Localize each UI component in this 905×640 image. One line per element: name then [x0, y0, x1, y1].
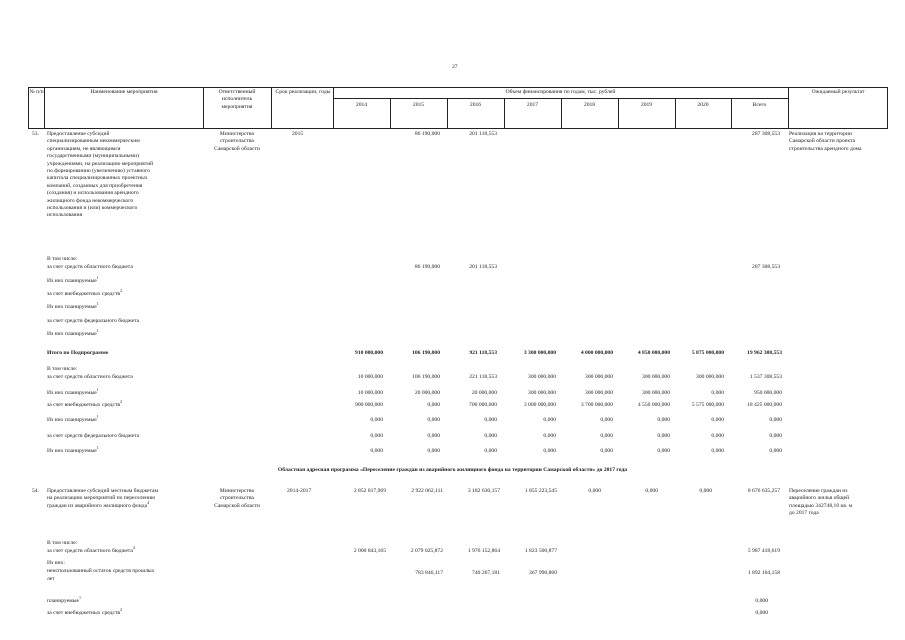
- row-54-name-line: граждан из аварийного жилищного фонда$^4$: [47, 499, 150, 509]
- row-53-name: [47, 131, 153, 220]
- itogo-row-value: 300 000,000: [642, 390, 670, 396]
- page-number: 27: [452, 64, 458, 70]
- itogo-row-value: 1 537 308,553: [749, 374, 782, 380]
- row-53-name-line: использования и (или) коммерческого: [47, 205, 138, 212]
- itogo-row-label-text: за счет внебюджетных средств: [47, 402, 121, 408]
- itogo-row-value: 0,000: [600, 417, 613, 423]
- row-54-name-line: Предоставление субсидий местным бюджетам: [47, 488, 159, 494]
- itogo-row-value: 300 000,000: [642, 374, 670, 380]
- itogo-row-value: 3 700 000,000: [580, 402, 613, 408]
- header-num: № п/п: [29, 89, 44, 95]
- row-54-name: [47, 488, 158, 510]
- row-53-result-line: Самарской области проекта: [789, 138, 855, 145]
- row-53-name-line: по формированию (увеличению) уставного: [47, 168, 150, 175]
- itogo-total: 19 962 308,553: [747, 350, 782, 356]
- row-53-num: 53.: [32, 131, 39, 137]
- row-53-result: [789, 131, 862, 153]
- row-54-sub2-2015: 783 846,117: [415, 570, 443, 576]
- row-54-sub-regional-2016: 1 976 152,864: [467, 548, 500, 554]
- row-54-sub-regional-2015: 2 079 025,872: [410, 548, 443, 554]
- row-54-name-line: на реализацию мероприятий по переселению: [47, 495, 156, 502]
- itogo-row-value: 0,000: [484, 433, 497, 439]
- header-responsible: Ответственный исполнитель мероприятия: [218, 89, 256, 110]
- row-53-sub-planned2: Из них планируемые$^1$: [47, 301, 99, 310]
- row-53-name-line: капитала специализированных проектных: [47, 175, 148, 182]
- row-53-responsible: [203, 131, 271, 153]
- row-54-resp-line: Самарской области: [214, 502, 260, 509]
- row-54-sub2-line2: лет: [47, 576, 55, 582]
- itogo-2018: 4 000 000,000: [580, 350, 613, 356]
- itogo-row-value: 0,000: [543, 417, 556, 423]
- row-54-sub2-2017: 367 990,860: [529, 570, 557, 576]
- row-54-responsible: [203, 488, 271, 510]
- row-54-sub2-title: Из них:: [47, 560, 65, 566]
- itogo-sub-title: В том числе:: [47, 366, 78, 372]
- row-54-2018: 0,000: [588, 488, 601, 494]
- row-54-sub3-label: планируемые: [47, 598, 79, 604]
- row-53-resp-line: Самарской области: [214, 145, 260, 152]
- itogo-row-value: 300 000,000: [585, 374, 613, 380]
- row-54-sub4-total: 0,000: [755, 610, 768, 616]
- header-result: Ожидаемый результат: [811, 89, 865, 95]
- itogo-row-label: за счет внебюджетных средств$^2$: [47, 399, 123, 408]
- header-term: Срок реализации, годы: [275, 89, 331, 95]
- year-2020: 2020: [697, 102, 709, 108]
- row-53-2015: 86 190,000: [414, 131, 440, 137]
- row-53-name-line: использования: [47, 212, 83, 219]
- itogo-row-label-text: за счет средств федерального бюджета: [47, 433, 140, 439]
- row-53-sub-planned-label: Из них планируемые: [47, 278, 97, 284]
- row-53-term: 2015: [292, 131, 304, 137]
- row-53-name-line: специализированным некоммерческим: [47, 138, 140, 145]
- row-54-2019: 0,000: [645, 488, 658, 494]
- itogo-row-value: 0,000: [711, 390, 724, 396]
- row-53-sub-title: В том числе:: [47, 256, 78, 262]
- itogo-row-value: 300 000,000: [696, 374, 724, 380]
- row-53-sub-regional: за счет средств областного бюджета: [47, 264, 133, 270]
- itogo-row-label: [47, 433, 139, 440]
- itogo-row-value: 10 000,000: [357, 390, 383, 396]
- row-53-name-line: жилищного фонда некоммерческого: [47, 197, 134, 204]
- itogo-row-value: 20 000,000: [471, 390, 497, 396]
- row-53-sub-planned: Из них планируемые$^1$: [47, 275, 99, 284]
- row-53-sub-extra-label: за счет внебюджетных средств: [47, 291, 121, 297]
- row-54-2014: 2 852 817,969: [353, 488, 386, 494]
- itogo-row-value: 221 118,553: [469, 374, 497, 380]
- row-53-name-line: Предоставление субсидий: [47, 131, 110, 137]
- row-53-name-line: организациям, не являющимся: [47, 145, 121, 152]
- row-54-sub-regional-label: за счет средств областного бюджета: [47, 548, 133, 554]
- row-54-2020: 0,000: [699, 488, 712, 494]
- itogo-row-value: 0,000: [427, 448, 440, 454]
- year-2014: 2014: [355, 102, 368, 108]
- row-53-sub-regional-total: 287 308,553: [752, 264, 780, 270]
- row-53-sub-regional-2016: 201 118,553: [469, 264, 497, 270]
- itogo-row-value: 0,000: [484, 417, 497, 423]
- row-53-2016: 201 118,553: [469, 131, 497, 137]
- row-53-sub-regional-2015: 86 190,000: [414, 264, 440, 270]
- row-54-resp-line: Министерство: [219, 488, 255, 494]
- row-54-sub4: за счет внебюджетных средств$^2$: [47, 607, 123, 616]
- itogo-row-value: 0,000: [427, 402, 440, 408]
- itogo-row-value: 0,000: [657, 448, 670, 454]
- year-2018: 2018: [583, 102, 596, 108]
- row-54-sub-regional: за счет средств областного бюджета$^4$: [47, 545, 135, 554]
- row-54-2015: 2 922 062,111: [411, 488, 443, 494]
- row-53-resp-line: строительства: [220, 138, 254, 145]
- row-54-resp-line: строительства: [220, 495, 254, 502]
- itogo-row-value: 0,000: [711, 448, 724, 454]
- itogo-row-value: 300 000,000: [528, 374, 556, 380]
- itogo-row-value: 4 550 000,000: [637, 402, 670, 408]
- itogo-row-value: 0,000: [427, 417, 440, 423]
- row-54-result-line: площадью 342748,10 кв. м: [789, 502, 853, 509]
- row-54-sub2-total: 1 892 104,158: [747, 570, 780, 576]
- itogo-row-value: 300 000,000: [528, 390, 556, 396]
- itogo-row-value: 0,000: [543, 433, 556, 439]
- row-53-name-line: компаний, созданных для приобретения: [47, 182, 143, 189]
- row-54-result-line: аварийного жилья общей: [789, 495, 850, 502]
- section-title: Областная адресная программа «Переселение граждан из аварийного жилищного фонда на территории Самарской области» до 2017 года: [277, 467, 628, 473]
- row-54-term: 2014-2017: [287, 488, 312, 494]
- itogo-row-value: 0,000: [769, 433, 782, 439]
- row-54-2017: 1 855 223,545: [524, 488, 557, 494]
- itogo-row-value: 0,000: [370, 433, 383, 439]
- itogo-row-value: 0,000: [600, 433, 613, 439]
- itogo-row-value: 3 000 000,000: [523, 402, 556, 408]
- row-54-result-line: Переселение граждан из: [789, 488, 848, 494]
- itogo-2019: 4 850 000,000: [637, 350, 670, 356]
- itogo-row-value: 0,000: [711, 433, 724, 439]
- row-54-num: 54.: [32, 488, 39, 494]
- row-54-total: 8 676 635,257: [747, 488, 780, 494]
- row-54-sub-regional-2014: 2 000 843,165: [353, 548, 386, 554]
- year-2019: 2019: [640, 102, 653, 108]
- row-53-result-line: строительства арендного дома: [789, 145, 862, 152]
- row-54-sub3-total: 0,000: [755, 598, 768, 604]
- itogo-2020: 5 875 000,000: [691, 350, 724, 356]
- header-volume: Объем финансирования по годам, тыс. рублей: [505, 89, 616, 95]
- row-53-name-line: государственными (муниципальными): [47, 153, 139, 160]
- itogo-row-value: 900 000,000: [355, 402, 383, 408]
- row-54-sub-regional-2017: 1 823 500,877: [524, 548, 557, 554]
- itogo-row-value: 0,000: [427, 433, 440, 439]
- itogo-row-value: 0,000: [657, 433, 670, 439]
- row-54-result: [789, 488, 852, 518]
- row-54-sub-title: В том числе:: [47, 540, 78, 546]
- itogo-2016: 921 118,553: [469, 350, 497, 356]
- itogo-row-label-text: за счет средств областного бюджета: [47, 374, 133, 380]
- itogo-row-value: 0,000: [769, 417, 782, 423]
- row-53-resp-line: Министерство: [219, 131, 255, 137]
- itogo-2014: 910 000,000: [355, 350, 383, 356]
- row-53-sub-federal: за счет средств федерального бюджета: [47, 318, 140, 324]
- itogo-row-label: Из них планируемые$^1$: [47, 414, 99, 423]
- year-2016: 2016: [469, 102, 482, 108]
- row-53-sub-planned3-label: Из них планируемые: [47, 331, 97, 337]
- itogo-row-value: 950 000,000: [754, 390, 782, 396]
- itogo-row-value: 0,000: [769, 448, 782, 454]
- itogo-row-label: Из них планируемые$^1$: [47, 387, 99, 396]
- row-54-2016: 3 182 630,157: [467, 488, 500, 494]
- itogo-row-value: 18 425 000,000: [747, 402, 782, 408]
- year-2015: 2015: [412, 102, 425, 108]
- itogo-row-value: 0,000: [370, 417, 383, 423]
- itogo-row-value: 0,000: [711, 417, 724, 423]
- itogo-label: Итого по Подпрограмме: [47, 350, 109, 356]
- row-53-sub-planned2-label: Из них планируемые: [47, 304, 97, 310]
- year-2017: 2017: [526, 102, 539, 108]
- itogo-row-label-text: Из них планируемые: [47, 390, 97, 396]
- row-54-result-line: до 2017 года: [789, 510, 819, 517]
- itogo-2017: 3 300 000,000: [523, 350, 556, 356]
- itogo-row-value: 0,000: [600, 448, 613, 454]
- row-53-name-line: (создания) и использования арендного: [47, 190, 139, 197]
- itogo-row-label-text: Из них планируемые: [47, 448, 97, 454]
- row-53-total: 287 308,553: [752, 131, 780, 137]
- year-total: Всего: [752, 102, 767, 108]
- itogo-row-value: 0,000: [484, 448, 497, 454]
- itogo-row-value: 5 575 000,000: [691, 402, 724, 408]
- itogo-row-label: Из них планируемые$^1$: [47, 445, 99, 454]
- itogo-row-label: [47, 374, 133, 381]
- row-54-sub4-label: за счет внебюджетных средств: [47, 610, 121, 616]
- itogo-row-value: 0,000: [370, 448, 383, 454]
- itogo-row-value: 10 000,000: [357, 374, 383, 380]
- itogo-row-value: 0,000: [543, 448, 556, 454]
- row-54-name-text: граждан из аварийного жилищного фонда: [47, 502, 148, 509]
- header-name: Наименование мероприятия: [90, 89, 158, 95]
- row-54-sub3: планируемые$^1$: [47, 595, 81, 604]
- itogo-row-label-text: Из них планируемые: [47, 417, 97, 423]
- itogo-row-value: 300 000,000: [585, 390, 613, 396]
- row-54-sub2-line1: неиспользованный остаток средств прошлых: [47, 568, 155, 574]
- row-53-result-line: Реализация на территории: [789, 131, 852, 137]
- itogo-row-value: 20 000,000: [414, 390, 440, 396]
- itogo-row-value: 700 000,000: [469, 402, 497, 408]
- row-53-name-line: учреждениями, на реализацию мероприятий: [47, 160, 154, 167]
- row-54-sub-regional-total: 5 987 418,619: [747, 548, 780, 554]
- itogo-row-value: 106 190,000: [412, 374, 440, 380]
- row-53-sub-extra: за счет внебюджетных средств$^2$: [47, 288, 123, 297]
- row-53-sub-planned3: Из них планируемые$^1$: [47, 328, 99, 337]
- itogo-row-value: 0,000: [657, 417, 670, 423]
- row-54-sub2-2016: 740 267,181: [472, 570, 500, 576]
- itogo-2015: 106 190,000: [412, 350, 440, 356]
